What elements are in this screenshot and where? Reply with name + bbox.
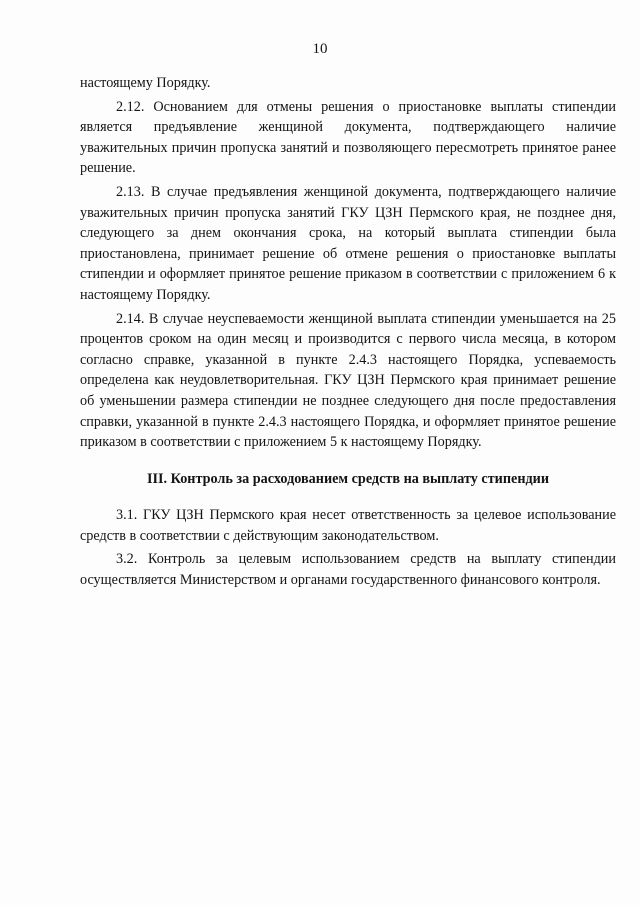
paragraph-2-13: 2.13. В случае предъявления женщиной документа, подтверждающего наличие уважительных причин пропуска занятий ГКУ ЦЗН Пермского края, не позднее дня, следующего за днем окончания срока, на который выплата стипендии была приостановлена, принимает решение об отмене решения о приостановке выплаты стипендии и оформляет принятое решение приказом в соответствии с приложением 6 к настоящему Порядку. <box>80 183 616 303</box>
document-body <box>80 73 616 594</box>
paragraph-continuation: настоящему Порядку. <box>80 75 211 91</box>
page-number: 10 <box>312 41 328 57</box>
paragraph-3-2: 3.2. Контроль за целевым использованием средств на выплату стипендии осуществляется Министерством и органами государственного финансового контроля. <box>80 551 616 589</box>
paragraph-2-14: 2.14. В случае неуспеваемости женщиной выплата стипендии уменьшается на 25 процентов сроком на один месяц и производится с первого числа месяца, в котором согласно справке, указанной в пункте 2.4.3 настоящего Порядка, успеваемость определена как неудовлетворительная. ГКУ ЦЗН Пермского края принимает решение об уменьшении размера стипендии не позднее следующего дня после предоставления справки, указанной в пункте 2.4.3 настоящего Порядка, и оформляет принятое решение приказом в соответствии с приложением 5 к настоящему Порядку. <box>80 310 616 451</box>
paragraph-3-1: 3.1. ГКУ ЦЗН Пермского края несет ответственность за целевое использование средств в соответствии с действующим законодательством. <box>80 507 616 544</box>
paragraph-2-12: 2.12. Основанием для отмены решения о приостановке выплаты стипендии является предъявление женщиной документа, подтверждающего наличие уважительных причин пропуска занятий и позволяющего пересмотреть принятое ранее решение. <box>80 98 616 177</box>
section-heading: III. Контроль за расходованием средств на выплату стипендии <box>146 470 550 487</box>
